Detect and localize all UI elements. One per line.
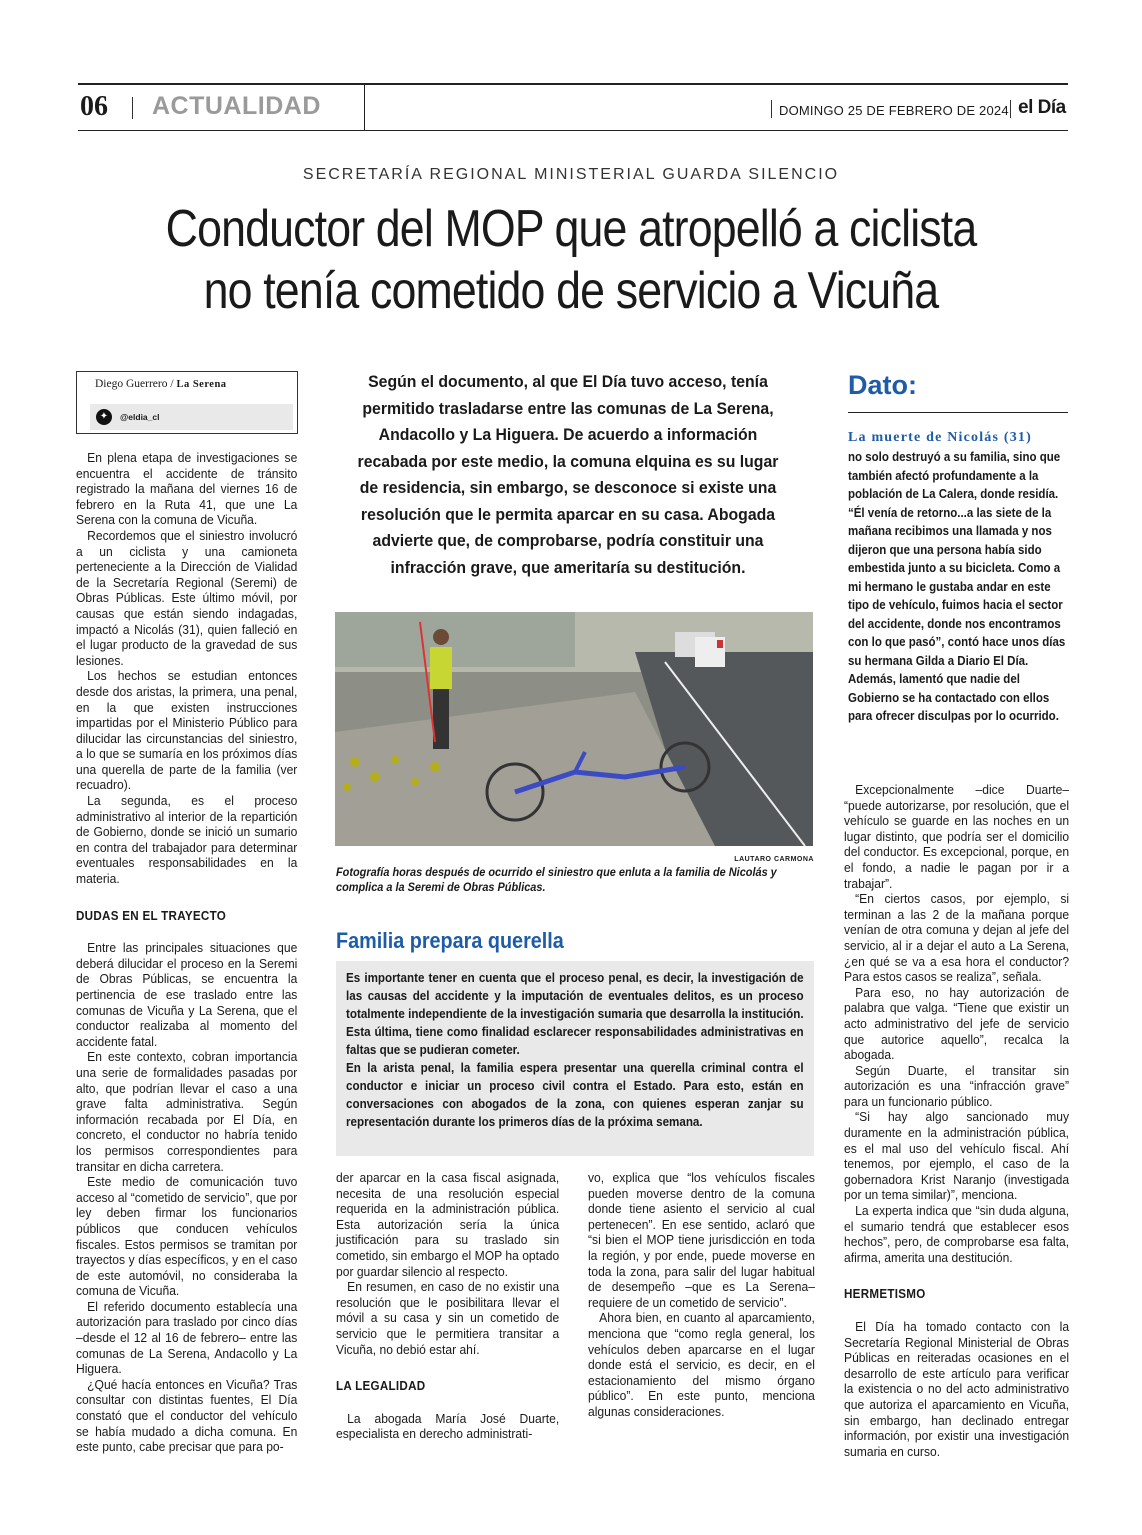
- brand-logo: el Día: [1018, 97, 1066, 118]
- column-1: [76, 450, 297, 1455]
- twitter-bird-icon: ✦: [96, 409, 112, 425]
- paragraph: Para eso, no hay autorización de palabra que valga. “Tiene que existir un acto administrativo del jefe de servicio que autorice aquello”, recalca la abogada.: [844, 984, 1070, 1063]
- kicker: SECRETARÍA REGIONAL MINISTERIAL GUARDA SILENCIO: [302, 166, 840, 183]
- dato-rule: [848, 412, 1068, 413]
- paragraph: “Si hay algo sancionado muy duramente en la administración pública, es el mal uso del vehículo fiscal. Ahí tenemos, por ejemplo, el caso de la gobernadora Krist Naranjo (investigada por un tema similar)”, menciona.: [844, 1109, 1070, 1203]
- paragraph: ¿Qué hacía entonces en Vicuña? Tras consultar con distintas fuentes, El Día constató que el conductor del vehículo se había mudado a dicha comuna. En este punto, cabe precisar que para po-: [76, 1376, 298, 1455]
- article-lead: Según el documento, al que El Día tuvo acceso, tenía permitido trasladarse entre las comunas de La Serena, Andacollo y La Higuera. De acuerdo a información recabada por este medio, la comuna elquina es su lugar de residencia, sin embargo, se desconoce si existe una resolución que le permita aparcar en su casa. Abogada advierte que, de comprobarse, podría constituir una infracción grave, que ameritaría su destitución.: [357, 372, 779, 577]
- box-title: Familia prepara querella: [336, 928, 564, 953]
- querella-box: [336, 961, 814, 1156]
- paragraph: vo, explica que “los vehículos fiscales pueden moverse dentro de la comuna donde tiene asiento el servicio al cual pertenecen”. En ese sentido, aclaró que “si bien el MOP tiene jurisdicción en toda la región, y por ende, puede moverse en toda la zona, para salir del lugar habitual de desempeño –que es La Serena– requiere de un cometido de servicio”.: [588, 1170, 815, 1310]
- byline: [95, 378, 227, 390]
- section-label: ACTUALIDAD: [152, 92, 321, 120]
- dato-title: Dato:: [848, 370, 917, 400]
- top-rule: [78, 83, 1068, 85]
- paragraph: El referido documento establecía una autorización para traslado por cinco días –desde el 12 al 16 de febrero– entre las comunas de La Serena, Andacollo y La Higuera.: [76, 1298, 298, 1377]
- page-number: 06: [80, 91, 108, 122]
- paragraph: En este contexto, cobran importancia una serie de formalidades pasadas por alto, que podrían llevar el caso a una grave falta administrativa. Según información recabada por El Día, en concreto, el conductor no habría tenido los permisos correspondientes para transitar en dicha carretera.: [76, 1049, 298, 1174]
- byline-box: [76, 371, 298, 434]
- paragraph: Ahora bien, en cuanto al aparcamiento, menciona que “como regla general, los vehículos deben aparcarse en el lugar donde está el servicio, es decir, en el estacionamiento del mismo órgano público”. En este punto, menciona algunas consideraciones.: [588, 1310, 815, 1419]
- paragraph: En plena etapa de investigaciones se encuentra el accidente de tránsito registrado la mañana del viernes 16 de febrero en la Ruta 41, que une La Serena con la comuna de Vicuña.: [76, 450, 298, 528]
- box-paragraph: En la arista penal, la familia espera presentar una querella criminal contra el conductor e iniciar un proceso civil contra el Estado. Para esto, están en conversaciones con abogados de la zona, con quienes esperan zanjar su representación durante los primeros días de la próxima semana.: [346, 1061, 804, 1129]
- box-paragraph: Es importante tener en cuenta que el proceso penal, es decir, la investigación de las causas del accidente y la imputación de eventuales delitos, es un proceso totalmente independiente de la investigación sumaria que desarrolla la institución. Esta última, tiene como finalidad esclarecer responsabilidades administrativas en faltas que se pudieran cometer.: [346, 971, 804, 1057]
- dato-paragraph: no solo destruyó a su familia, sino que también afectó profundamente a la población de La Calera, donde residía.: [848, 450, 1061, 501]
- accident-photo: [335, 612, 813, 846]
- headline: [80, 198, 1062, 322]
- subhead-dudas: DUDAS EN EL TRAYECTO: [76, 908, 227, 923]
- paragraph: La experta indica que “sin duda alguna, el sumario tendrá que establecer esos hechos”, pero, de comprobarse esa falta, afirma, amerita una destitución.: [844, 1203, 1070, 1265]
- brand-divider: [1010, 100, 1011, 118]
- photo-credit: LAUTARO CARMONA: [734, 856, 814, 863]
- dato-paragraph: Además, lamentó que nadie del Gobierno se ha contactado con ellos para ofrecer disculpas por lo ocurrido.: [848, 672, 1059, 723]
- paragraph: El Día ha tomado contacto con la Secretaría Regional Ministerial de Obras Públicas en reiteradas ocasiones en el desarrollo de este artículo para verificar la existencia o no del acto administrativo que autoriza el aparcamiento en Vicuña, sin embargo, han declinado entregar información, por existir una investigación sumaria en curso.: [844, 1319, 1070, 1459]
- dato-paragraph: “Él venía de retorno...a las siete de la mañana recibimos una llamada y nos dijeron que una persona había sido embestida junto a su bicicleta. Como a mi hermano le gustaba andar en este tipo de vehículo, fuimos hacia el sector del accidente, donde nos encontramos con lo que pasó”, contó hace unos días su hermana Gilda a Diario El Día.: [848, 505, 1066, 668]
- column-2: [336, 1170, 559, 1442]
- header-vertical-rule: [364, 84, 365, 130]
- paragraph: La segunda, es el proceso administrativo al interior de la repartición de Gobierno, donde se inició un sumario en contra del trabajador para determinar eventuales responsabilidades en la materia.: [76, 793, 298, 887]
- header-bottom-rule: [78, 130, 1068, 131]
- twitter-handle: @eldia_cl: [120, 412, 160, 422]
- byline-city: La Serena: [176, 379, 227, 390]
- paragraph: Excepcionalmente –dice Duarte– “puede autorizarse, por resolución, que el vehículo se guarde en las noches en un lugar distinto, que podría ser el domicilio del conductor. Es excepcional, porque, en el fondo, a nadie le pagan por ir a trabajar”.: [844, 782, 1070, 891]
- date-divider: [771, 100, 772, 118]
- paragraph: Recordemos que el siniestro involucró a un ciclista y una camioneta perteneciente a la Dirección de Vialidad de la Secretaría Regional (Seremi) de Obras Públicas. Este último móvil, por causas que están siendo indagadas, impactó a Nicolás (31), quien falleció en el lugar producto de la gravedad de sus lesiones.: [76, 527, 298, 668]
- box-text: [346, 969, 804, 1131]
- headline-line-1: Conductor del MOP que atropelló a ciclista: [165, 200, 977, 258]
- dato-subtitle: La muerte de Nicolás (31): [848, 430, 1032, 445]
- issue-date: DOMINGO 25 DE FEBRERO DE 2024: [779, 103, 1009, 118]
- byline-author: Diego Guerrero /: [95, 378, 174, 390]
- header-divider: [132, 97, 133, 119]
- paragraph: En resumen, en caso de no existir una resolución que le posibilitara llevar el móvil a su casa y sin un cometido de servicio que le permitiera transitar a Vicuña, no debió estar ahí.: [336, 1279, 560, 1357]
- column-3: [588, 1170, 815, 1420]
- paragraph: Según Duarte, el transitar sin autorización es una “infracción grave” para un funcionario público.: [844, 1062, 1070, 1109]
- subhead-legalidad: LA LEGALIDAD: [336, 1379, 426, 1394]
- subhead-hermetismo: HERMETISMO: [844, 1287, 926, 1302]
- paragraph: Este medio de comunicación tuvo acceso al “cometido de servicio”, que por ley deben firmar los funcionarios públicos que conducen vehículos fiscales. Estos permisos se tramitan por trayectos y días específicos, y en el caso de este automóvil, no consideraba la comuna de Vicuña.: [76, 1174, 298, 1299]
- paragraph: “En ciertos casos, por ejemplo, si terminan a las 2 de la mañana porque venían de otra comuna y dejan al jefe del servicio, al ir a dejar el auto a La Serena, ¿en qué se va a esa hora el conductor? Para estos casos se realiza”, señala.: [844, 891, 1070, 985]
- paragraph: Los hechos se estudian entonces desde dos aristas, la primera, una penal, en la que existen instrucciones impartidas por el Ministerio Público para dilucidar las circunstancias del siniestro, a lo que se sumaría en los próximos días una querella de parte de la familia (ver recuadro).: [76, 668, 298, 793]
- headline-line-2: no tenía cometido de servicio a Vicuña: [203, 262, 939, 320]
- paragraph: der aparcar en la casa fiscal asignada, necesita de una resolución especial requerida en la administración pública. Esta autorización sería la única justificación para su traslado sin cometido, sin embargo el MOP ha optado por guardar silencio al respecto.: [336, 1170, 560, 1279]
- photo-illustration: [335, 612, 813, 846]
- twitter-strip: [90, 404, 293, 430]
- dato-text: [848, 448, 1069, 726]
- paragraph: La abogada María José Duarte, especialista en derecho administrati-: [336, 1410, 560, 1442]
- paragraph: Entre las principales situaciones que deberá dilucidar el proceso en la Seremi de Obras Públicas, se encuentra la pertinencia de ese traslado entre las comunas de Vicuña y La Serena, que el conductor realizaba al momento del accidente fatal.: [76, 940, 298, 1049]
- photo-caption: Fotografía horas después de ocurrido el siniestro que enluta a la familia de Nicolás y complica a la Seremi de Obras Públicas.: [336, 867, 777, 894]
- column-4: [844, 782, 1069, 1459]
